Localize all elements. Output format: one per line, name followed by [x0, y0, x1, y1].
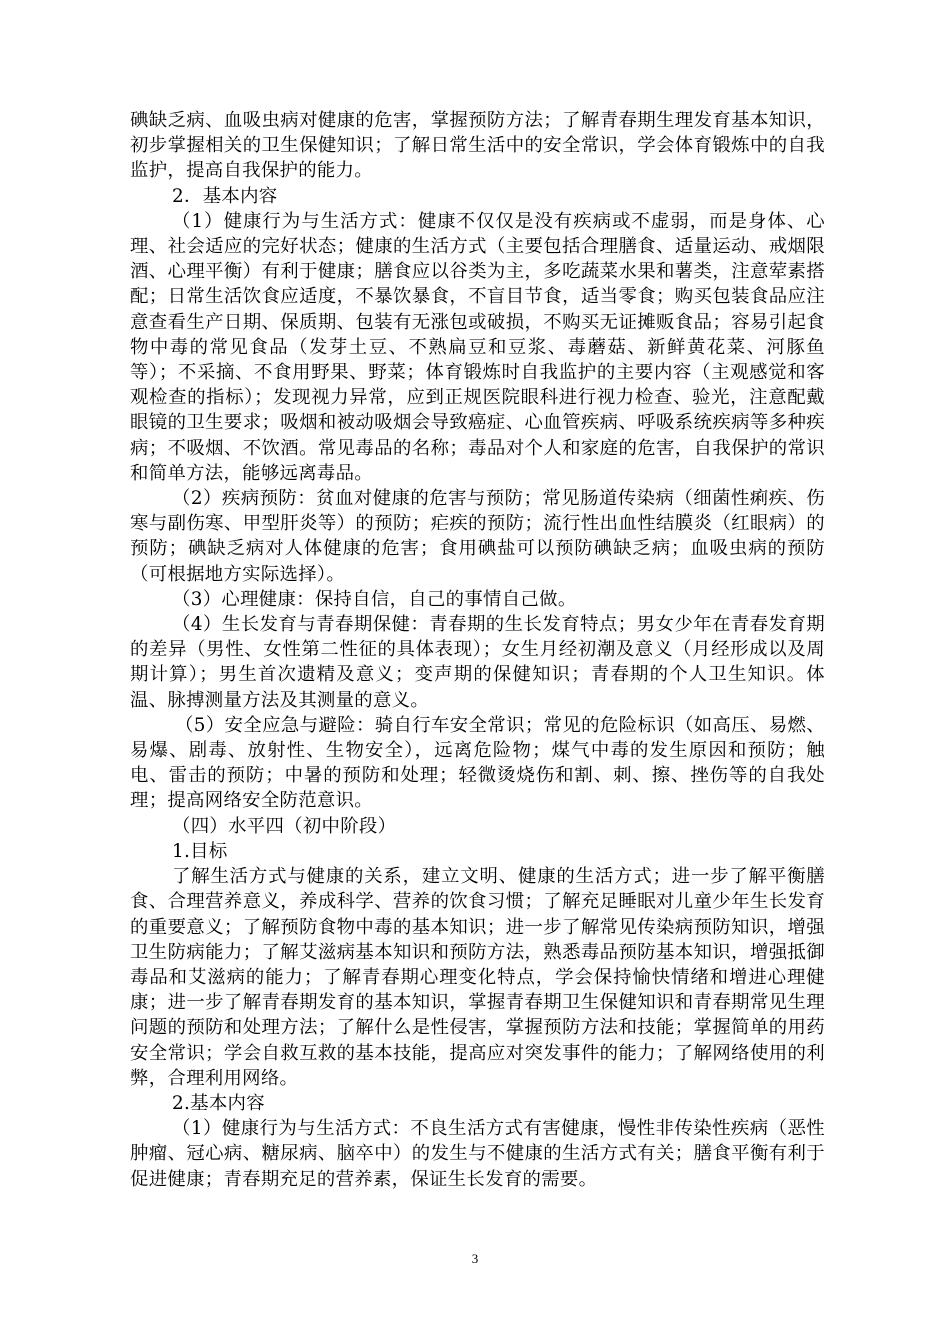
page-number: 3 — [471, 1251, 479, 1266]
document-body — [130, 108, 825, 1192]
heading-basic-content: 2．基本内容 — [172, 185, 278, 207]
paragraph-continuation: 碘缺乏病、血吸虫病对健康的危害，掌握预防方法；了解青春期生理发育基本知识，初步掌握相关的卫生保健知识；了解日常生活中的安全常识，学会体育锻炼中的自我监护，提高自我保护的能力。 — [130, 110, 825, 182]
heading-goals: 1.目标 — [172, 840, 228, 862]
paragraph-goals: 了解生活方式与健康的关系，建立文明、健康的生活方式；进一步了解平衡膳食、合理营养意义，养成科学、营养的饮食习惯；了解充足睡眠对儿童少年生长发育的重要意义；了解预防食物中毒的基本知识；进一步了解常见传染病预防知识，增强卫生防病能力；了解艾滋病基本知识和预防方法，熟悉毒品预防基本知识，增强抵御毒品和艾滋病的能力；了解青春期心理变化特点，学会保持愉快情绪和增进心理健康；进一步了解青春期发育的基本知识，掌握青春期卫生保健知识和青春期常见生理问题的预防和处理方法；了解什么是性侵害，掌握预防方法和技能；掌握简单的用药安全常识；学会自救互救的基本技能，提高应对突发事件的能力；了解网络使用的利弊，合理利用网络。 — [130, 866, 825, 1089]
paragraph-safety-emergency: （5）安全应急与避险：骑自行车安全常识；常见的危险标识（如高压、易燃、易爆、剧毒、放射性、生物安全），远离危险物；煤气中毒的发生原因和预防；触电、雷击的预防；中暑的预防和处理；轻微烫烧伤和割、刺、擦、挫伤等的自我处理；提高网络安全防范意识。 — [130, 714, 825, 812]
paragraph-health-behavior: （1）健康行为与生活方式：健康不仅仅是没有疾病或不虚弱，而是身体、心理、社会适应的完好状态；健康的生活方式（主要包括合理膳食、适量运动、戒烟限酒、心理平衡）有利于健康；膳食应以谷类为主，多吃蔬菜水果和薯类，注意荤素搭配；日常生活饮食应适度，不暴饮暴食，不盲目节食，适当零食；购买包装食品应注意查看生产日期、保质期、包装有无涨包或破损，不购买无证摊贩食品；容易引起食物中毒的常见食品（发芽土豆、不熟扁豆和豆浆、毒蘑菇、新鲜黄花菜、河豚鱼等）；不采摘、不食用野果、野菜；体育锻炼时自我监护的主要内容（主观感觉和客观检查的指标）；发现视力异常，应到正规医院眼科进行视力检查、验光，注意配戴眼镜的卫生要求；吸烟和被动吸烟会导致癌症、心血管疾病、呼吸系统疾病等多种疾病；不吸烟、不饮酒。常见毒品的名称；毒品对个人和家庭的危害，自我保护的常识和简单方法，能够远离毒品。 — [130, 210, 825, 484]
paragraph-mental-health: （3）心理健康：保持自信，自己的事情自己做。 — [172, 588, 577, 610]
paragraph-growth-puberty: （4）生长发育与青春期保健：青春期的生长发育特点；男女少年在青春发育期的差异（男性、女性第二性征的具体表现）；女生月经初潮及意义（月经形成以及周期计算）；男生首次遗精及意义；变声期的保健知识；青春期的个人卫生知识。体温、脉搏测量方法及其测量的意义。 — [130, 614, 825, 711]
heading-level-four: （四）水平四（初中阶段） — [172, 815, 397, 837]
paragraph-health-behavior-2: （1）健康行为与生活方式：不良生活方式有害健康，慢性非传染性疾病（恶性肿瘤、冠心病、糖尿病、脑卒中）的发生与不健康的生活方式有关；膳食平衡有利于促进健康；青春期充足的营养素，保证生长发育的需要。 — [130, 1118, 825, 1190]
heading-basic-content-2: 2.基本内容 — [172, 1092, 265, 1114]
paragraph-disease-prevention: （2）疾病预防：贫血对健康的危害与预防；常见肠道传染病（细菌性痢疾、伤寒与副伤寒、甲型肝炎等）的预防；疟疾的预防；流行性出血性结膜炎（红眼病）的预防；碘缺乏病对人体健康的危害；食用碘盐可以预防碘缺乏病；血吸虫病的预防（可根据地方实际选择）。 — [130, 488, 825, 585]
